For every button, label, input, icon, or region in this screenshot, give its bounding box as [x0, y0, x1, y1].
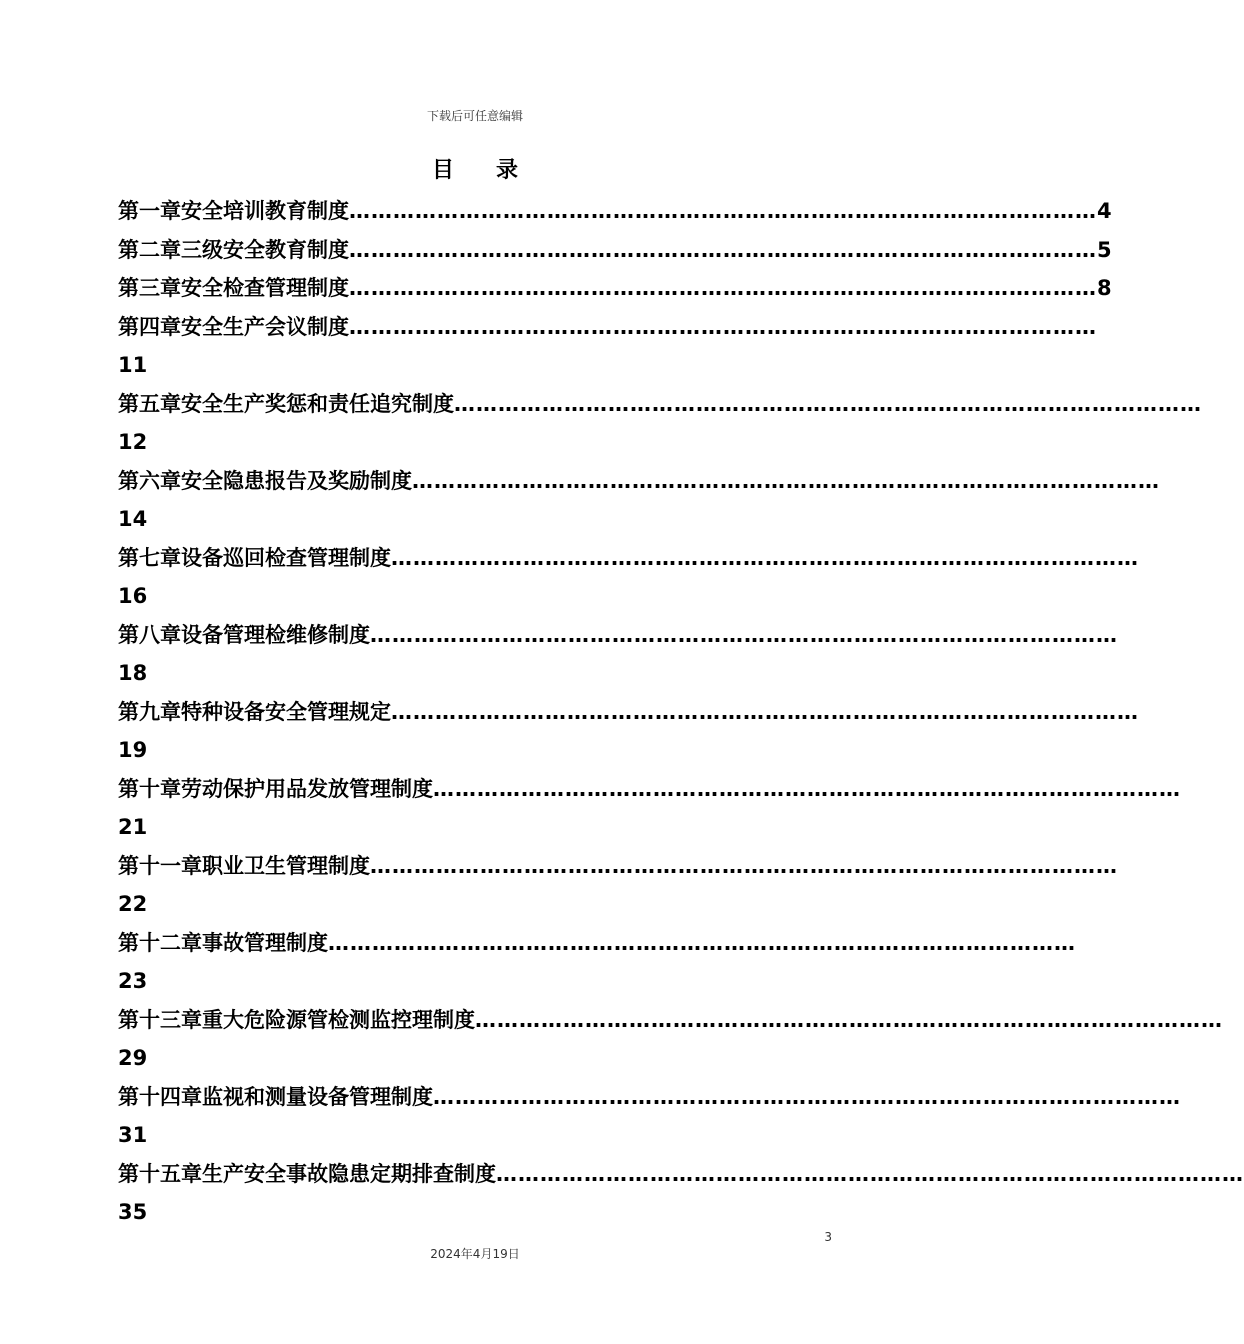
- toc-dot-leader: …………………………………………………………………………………………: [391, 545, 1139, 570]
- toc-page-number: 12: [118, 430, 148, 454]
- toc-entry-line: [118, 1155, 1244, 1194]
- toc-chapter-label: 第十四章: [118, 1084, 202, 1109]
- toc-page-number: 22: [118, 892, 148, 916]
- toc-entry[interactable]: [118, 539, 1139, 616]
- toc-chapter-label: 第三章: [118, 276, 181, 300]
- toc-entry[interactable]: [118, 192, 1112, 231]
- toc-entry[interactable]: [118, 616, 1118, 693]
- toc-dot-leader: …………………………………………………………………………………………: [433, 1084, 1181, 1109]
- toc-chapter-label: 第八章: [118, 622, 181, 647]
- toc-chapter-label: 第二章: [118, 237, 181, 262]
- toc-dot-leader: …………………………………………………………………………………………: [349, 199, 1097, 223]
- toc-chapter-title: 监视和测量设备管理制度: [202, 1084, 433, 1109]
- toc-page-line: [118, 808, 832, 847]
- toc-entry[interactable]: [118, 1001, 1223, 1078]
- toc-entry[interactable]: [118, 1155, 1244, 1232]
- toc-entry[interactable]: [118, 770, 1181, 847]
- toc-page-number: 11: [118, 353, 148, 377]
- toc-dot-leader: …………………………………………………………………………………………: [349, 314, 1097, 339]
- toc-dot-leader: …………………………………………………………………………………………: [349, 276, 1097, 300]
- toc-chapter-title: 安全隐患报告及奖励制度: [181, 468, 412, 493]
- toc-entry[interactable]: [118, 1078, 1181, 1155]
- toc-title: 目录: [431, 158, 560, 183]
- toc-chapter-label: 第十五章: [118, 1161, 202, 1186]
- toc-chapter-title: 重大危险源管检测监控理制度: [202, 1007, 475, 1032]
- toc-entry[interactable]: [118, 385, 1202, 462]
- toc-page-number: 18: [118, 661, 148, 685]
- toc-entry[interactable]: [118, 269, 1112, 308]
- toc-entry-line: [118, 385, 1202, 424]
- toc-page-line: [118, 423, 832, 462]
- toc-dot-leader: …………………………………………………………………………………………: [496, 1161, 1244, 1186]
- toc-entry[interactable]: [118, 462, 1160, 539]
- toc-dot-leader: …………………………………………………………………………………………: [433, 776, 1181, 801]
- toc-chapter-label: 第十章: [118, 776, 181, 801]
- toc-chapter-title: 三级安全教育制度: [181, 237, 349, 262]
- toc-chapter-title: 设备巡回检查管理制度: [181, 545, 391, 570]
- toc-entry-line: [118, 269, 1112, 308]
- toc-entry-line: [118, 192, 1112, 231]
- toc-entry-line: [118, 1001, 1223, 1040]
- toc-page-number: 29: [118, 1046, 148, 1070]
- toc-entry-line: [118, 231, 1112, 270]
- toc-chapter-title: 特种设备安全管理规定: [181, 699, 391, 724]
- toc-page-number: 4: [1097, 199, 1112, 223]
- toc-chapter-label: 第九章: [118, 699, 181, 724]
- toc-entry-line: [118, 924, 1076, 963]
- toc-entry[interactable]: [118, 847, 1118, 924]
- toc-page-line: [118, 962, 832, 1001]
- toc-dot-leader: …………………………………………………………………………………………: [391, 699, 1139, 724]
- toc-chapter-title: 生产安全事故隐患定期排查制度: [202, 1161, 496, 1186]
- toc-page-number: 19: [118, 738, 148, 762]
- toc-page-number: 5: [1097, 237, 1112, 262]
- toc-entry-line: [118, 616, 1118, 655]
- toc-dot-leader: …………………………………………………………………………………………: [475, 1007, 1223, 1032]
- toc-chapter-title: 职业卫生管理制度: [202, 853, 370, 878]
- toc-chapter-label: 第十二章: [118, 930, 202, 955]
- toc-page-number: 35: [118, 1200, 148, 1224]
- toc-page-number: 8: [1097, 276, 1112, 300]
- toc-chapter-label: 第四章: [118, 314, 181, 339]
- toc-dot-leader: …………………………………………………………………………………………: [370, 622, 1118, 647]
- toc-chapter-label: 第十一章: [118, 853, 202, 878]
- toc-page-line: [118, 885, 832, 924]
- toc-entry-line: [118, 308, 1097, 347]
- toc-page-number: 16: [118, 584, 148, 608]
- toc-page-line: [118, 654, 832, 693]
- toc-page-line: [118, 731, 832, 770]
- page-number: 3: [824, 1230, 832, 1244]
- toc-chapter-title: 安全检查管理制度: [181, 276, 349, 300]
- toc-entry-line: [118, 1078, 1181, 1117]
- toc-chapter-title: 设备管理检维修制度: [181, 622, 370, 647]
- toc-entry-line: [118, 462, 1160, 501]
- table-of-contents: [118, 192, 1244, 1232]
- toc-chapter-label: 第五章: [118, 391, 181, 416]
- toc-page-line: [118, 1039, 832, 1078]
- toc-chapter-title: 安全培训教育制度: [181, 199, 349, 223]
- toc-chapter-label: 第一章: [118, 199, 181, 223]
- toc-chapter-title: 安全生产奖惩和责任追究制度: [181, 391, 454, 416]
- toc-entry[interactable]: [118, 693, 1139, 770]
- toc-page-line: [118, 1116, 832, 1155]
- toc-chapter-title: 劳动保护用品发放管理制度: [181, 776, 433, 801]
- toc-page-number: 14: [118, 507, 148, 531]
- toc-entry[interactable]: [118, 231, 1112, 270]
- footer-date: 2024年4月19日: [430, 1247, 520, 1261]
- toc-chapter-label: 第六章: [118, 468, 181, 493]
- toc-page-number: 23: [118, 969, 148, 993]
- toc-chapter-label: 第七章: [118, 545, 181, 570]
- toc-page-line: [118, 1193, 832, 1232]
- toc-chapter-title: 事故管理制度: [202, 930, 328, 955]
- toc-page-line: [118, 500, 832, 539]
- toc-entry[interactable]: [118, 308, 1097, 385]
- toc-dot-leader: …………………………………………………………………………………………: [370, 853, 1118, 878]
- toc-dot-leader: …………………………………………………………………………………………: [349, 237, 1097, 262]
- toc-entry-line: [118, 770, 1181, 809]
- toc-dot-leader: …………………………………………………………………………………………: [412, 468, 1160, 493]
- toc-chapter-label: 第十三章: [118, 1007, 202, 1032]
- toc-page-number: 21: [118, 815, 148, 839]
- toc-entry-line: [118, 847, 1118, 886]
- header-note: 下载后可任意编辑: [426, 109, 523, 123]
- toc-entry-line: [118, 693, 1139, 732]
- toc-entry[interactable]: [118, 924, 1076, 1001]
- toc-page-number: 31: [118, 1123, 148, 1147]
- toc-page-line: [118, 577, 832, 616]
- toc-dot-leader: …………………………………………………………………………………………: [328, 930, 1076, 955]
- toc-dot-leader: …………………………………………………………………………………………: [454, 391, 1202, 416]
- toc-entry-line: [118, 539, 1139, 578]
- toc-page-line: [118, 346, 832, 385]
- toc-chapter-title: 安全生产会议制度: [181, 314, 349, 339]
